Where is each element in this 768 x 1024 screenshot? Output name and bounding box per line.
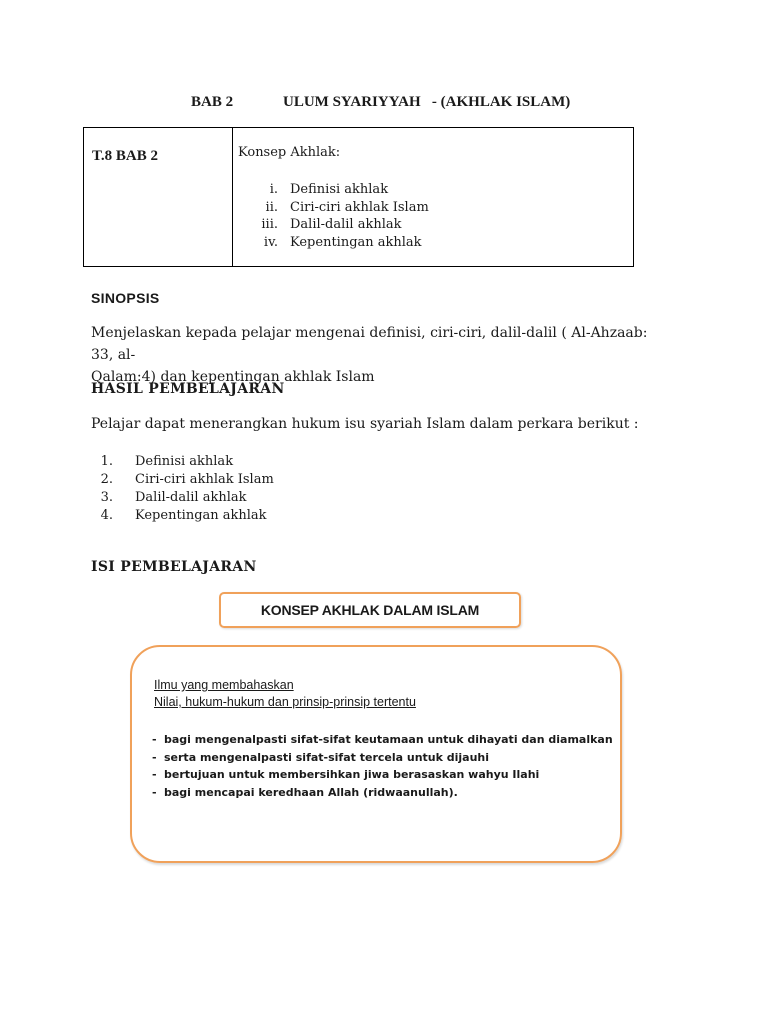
list-item-number: 3. (100, 490, 113, 505)
list-item-number: i. (269, 182, 278, 197)
list-item-text: Ciri-ciri akhlak Islam (135, 472, 274, 487)
list-item-number: 2. (100, 472, 113, 487)
topic-list (238, 181, 429, 251)
topic-title: Konsep Akhlak: (238, 145, 341, 160)
list-item-number: ii. (265, 199, 278, 215)
bullet-dash: - (152, 785, 157, 799)
list-item (152, 749, 613, 767)
list-item (238, 234, 429, 252)
list-item-text: Dalil-dalil akhlak (135, 490, 247, 505)
list-item-number: iii. (261, 217, 278, 232)
list-item-text: Kepentingan akhlak (135, 508, 267, 523)
list-item (91, 471, 274, 489)
chapter-label: BAB 2 (191, 94, 234, 110)
concept-content-box (130, 645, 622, 863)
list-item-text: bagi mencapai keredhaan Allah (ridwaanullah). (164, 785, 458, 799)
list-item (238, 199, 429, 217)
list-item-number: 1. (100, 454, 113, 469)
table-divider (232, 128, 233, 266)
bullet-dash: - (152, 733, 157, 746)
sinopsis-heading: SINOPSIS (91, 290, 160, 306)
list-item (238, 181, 429, 199)
list-item-number: 4. (100, 508, 113, 523)
list-item-text: Dalil-dalil akhlak (290, 217, 402, 232)
list-item (91, 453, 274, 471)
topic-code: T.8 BAB 2 (92, 148, 158, 164)
list-item-text: bagi mengenalpasti sifat-sifat keutamaan untuk dihayati dan diamalkan (164, 733, 613, 746)
list-item-text: Definisi akhlak (290, 182, 389, 197)
list-item (152, 731, 613, 749)
list-item (152, 784, 613, 802)
chapter-title: ULUM SYARIYYAH - (AKHLAK ISLAM) (283, 94, 571, 110)
list-item-text: Kepentingan akhlak (290, 234, 422, 250)
definition-line-2: Nilai, hukum-hukum dan prinsip-prinsip tertentu (154, 695, 416, 709)
hasil-heading: HASIL PEMBELAJARAN (91, 381, 285, 397)
isi-heading: ISI PEMBELAJARAN (91, 559, 257, 575)
sinopsis-line-2: Qalam:4) dan kepentingan akhlak Islam (91, 369, 375, 385)
list-item (91, 489, 274, 507)
list-item-text: bertujuan untuk membersihkan jiwa berasaskan wahyu Ilahi (164, 768, 540, 781)
concept-title-box: KONSEP AKHLAK DALAM ISLAM (219, 592, 521, 628)
list-item-text: Definisi akhlak (135, 454, 234, 469)
list-item (152, 766, 613, 784)
bullet-dash: - (152, 768, 157, 781)
sinopsis-text (91, 322, 671, 388)
list-item-text: Ciri-ciri akhlak Islam (290, 199, 429, 215)
hasil-intro: Pelajar dapat menerangkan hukum isu syariah Islam dalam perkara berikut : (91, 416, 639, 432)
list-item-text: serta mengenalpasti sifat-sifat tercela untuk dijauhi (164, 750, 490, 764)
concept-bullet-list (152, 731, 613, 801)
topic-table (83, 127, 634, 267)
definition-line-1: Ilmu yang membahaskan (154, 678, 294, 692)
list-item-number: iv. (263, 234, 278, 250)
list-item (238, 216, 429, 234)
sinopsis-line-1: Menjelaskan kepada pelajar mengenai definisi, ciri-ciri, dalil-dalil ( Al-Ahzaab: 33, al- (91, 325, 648, 363)
bullet-dash: - (152, 750, 157, 764)
list-item (91, 507, 274, 525)
hasil-list (91, 453, 274, 525)
